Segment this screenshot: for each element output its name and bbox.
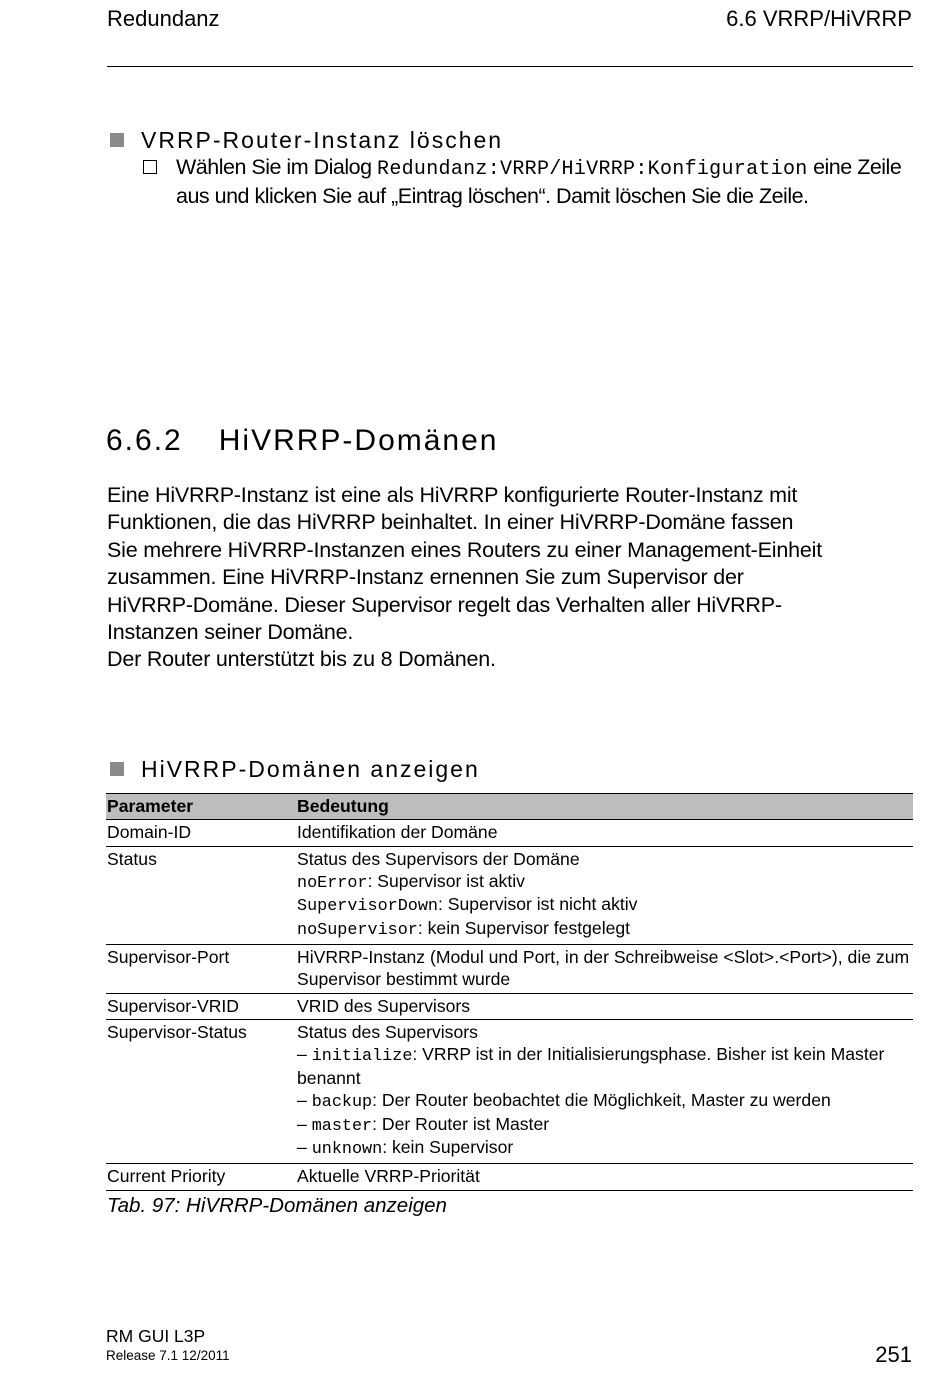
step-checkbox-icon <box>143 160 157 174</box>
table-row <box>106 1164 913 1191</box>
square-bullet-icon <box>110 133 124 147</box>
meaning-line <box>297 1137 913 1161</box>
dash: – <box>297 1113 312 1134</box>
footer-product: RM GUI L3P <box>106 1326 206 1346</box>
table-caption: Tab. 97: HiVRRP-Domänen anzeigen <box>107 1194 447 1217</box>
meaning-line: Status des Supervisors <box>297 1022 478 1043</box>
subheading-show-domains <box>110 756 480 783</box>
status-desc: : Supervisor ist aktiv <box>367 870 525 891</box>
paragraph-line: zusammen. Eine HiVRRP-Instanz ernennen Sie zum Supervisor der <box>107 565 744 590</box>
status-value: initialize <box>311 1047 413 1067</box>
paragraph-line: Funktionen, die das HiVRRP beinhaltet. In einer HiVRRP-Domäne fassen <box>107 510 794 535</box>
status-desc: : kein Supervisor <box>382 1137 514 1158</box>
running-header-section: 6.6 VRRP/HiVRRP <box>726 6 912 31</box>
section-title-text: HiVRRP-Domänen <box>218 424 499 457</box>
header-divider <box>107 66 913 67</box>
param-cell: Current Priority <box>106 1164 296 1191</box>
status-desc: : Supervisor ist nicht aktiv <box>438 894 638 915</box>
table-row <box>106 1020 913 1164</box>
param-cell: Supervisor-VRID <box>106 993 296 1020</box>
paragraph-line: Sie mehrere HiVRRP-Instanzen eines Routers zu einer Management-Einheit <box>107 537 822 562</box>
dialog-path: Redundanz:VRRP/HiVRRP:Konfiguration <box>377 158 808 181</box>
status-value: master <box>311 1116 373 1136</box>
table-header-row <box>106 794 913 820</box>
meaning-cell <box>296 846 913 944</box>
status-desc: : Der Router ist Master <box>372 1113 550 1134</box>
running-header-chapter: Redundanz <box>107 6 220 31</box>
parameter-table <box>106 793 913 1191</box>
status-desc: : VRRP ist in der Initialisierungsphase. Bisher ist kein Master benannt <box>297 1044 885 1088</box>
meaning-line <box>297 871 913 895</box>
section-number: 6.6.2 <box>106 424 183 457</box>
square-bullet-icon <box>110 762 124 776</box>
page-number: 251 <box>875 1342 912 1367</box>
paragraph-line: Instanzen seiner Domäne. <box>107 620 354 645</box>
param-cell: Supervisor-Status <box>106 1020 296 1164</box>
section-title <box>106 424 498 458</box>
column-header-parameter: Parameter <box>106 794 296 820</box>
status-value: unknown <box>311 1140 383 1160</box>
paragraph-line: Der Router unterstützt bis zu 8 Domänen. <box>107 647 496 672</box>
dash: – <box>297 1089 312 1110</box>
column-header-meaning: Bedeutung <box>296 794 913 820</box>
paragraph-line: HiVRRP-Domäne. Dieser Supervisor regelt das Verhalten aller HiVRRP- <box>107 592 782 617</box>
param-cell: Supervisor-Port <box>106 944 296 993</box>
dash: – <box>297 1137 312 1158</box>
meaning-line <box>297 918 913 942</box>
dash: – <box>297 1044 312 1065</box>
meaning-line <box>297 894 913 918</box>
param-cell: Status <box>106 846 296 944</box>
meaning-cell: HiVRRP-Instanz (Modul und Port, in der Schreibweise <Slot>.<Port>), die zum Supervisor bestimmt wurde <box>296 944 913 993</box>
body-paragraph <box>107 482 917 674</box>
table-row <box>106 820 913 847</box>
step-text-part: Wählen Sie im Dialog <box>176 155 378 179</box>
subheading-delete-instance <box>110 127 503 154</box>
param-cell: Domain-ID <box>106 820 296 847</box>
meaning-cell <box>296 1020 913 1164</box>
table-row <box>106 993 913 1020</box>
meaning-line <box>297 1090 913 1114</box>
meaning-line <box>297 1044 913 1090</box>
subheading-text: HiVRRP-Domänen anzeigen <box>141 756 480 782</box>
meaning-line: Status des Supervisors der Domäne <box>297 848 580 869</box>
subheading-text: VRRP-Router-Instanz löschen <box>141 127 504 153</box>
meaning-cell: VRID des Supervisors <box>296 993 913 1020</box>
status-value: noError <box>297 873 368 893</box>
meaning-cell: Identifikation der Domäne <box>296 820 913 847</box>
status-value: SupervisorDown <box>297 897 438 917</box>
table-row <box>106 944 913 993</box>
step-text-part: eine Zeile aus und klicken Sie auf „Eintrag löschen“. Damit löschen Sie die Zeile. <box>176 155 902 208</box>
table-row <box>106 846 913 944</box>
status-value: noSupervisor <box>297 921 418 941</box>
step-instruction <box>176 154 916 210</box>
status-desc: : kein Supervisor festgelegt <box>417 918 631 939</box>
status-value: backup <box>311 1092 373 1112</box>
status-desc: : Der Router beobachtet die Möglichkeit, Master zu werden <box>372 1089 831 1110</box>
meaning-line <box>297 1114 913 1138</box>
meaning-cell: Aktuelle VRRP-Priorität <box>296 1164 913 1191</box>
paragraph-line: Eine HiVRRP-Instanz ist eine als HiVRRP konfigurierte Router-Instanz mit <box>107 483 798 507</box>
footer-release: Release 7.1 12/2011 <box>106 1348 230 1363</box>
